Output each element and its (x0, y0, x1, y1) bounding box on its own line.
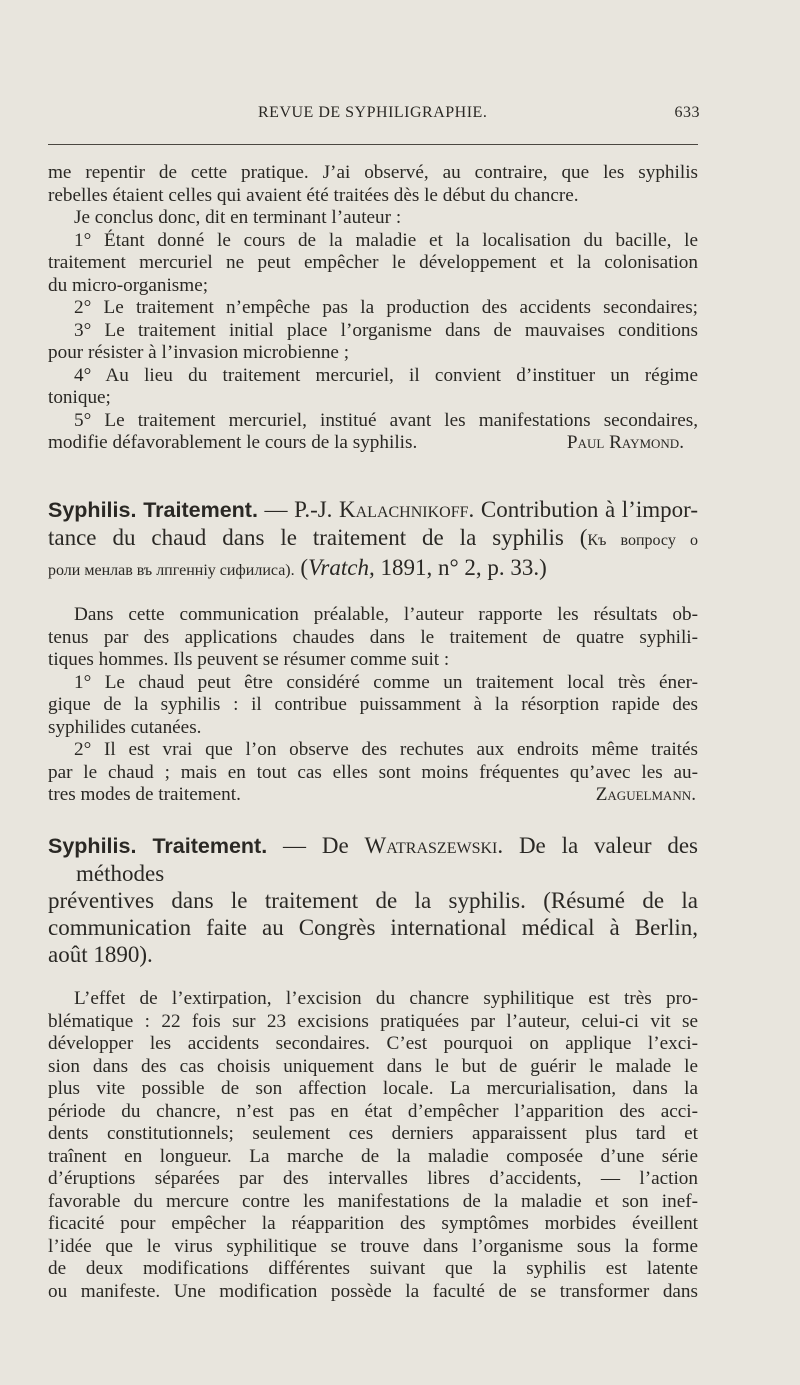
text-line: Dans cette communication préalable, l’auteur rapporte les résultats ob- (74, 604, 698, 625)
heading-lead: Syphilis. Traitement. (48, 834, 268, 858)
article-watraszewski (48, 832, 698, 1303)
article-heading (48, 496, 698, 584)
heading-journal: Vratch, (308, 555, 375, 580)
header-rule (48, 144, 698, 145)
text-line: de deux modifications différentes suivant que la syphilis est latente (48, 1258, 698, 1279)
author-signature: Paul Raymond. (566, 432, 684, 453)
heading-title: communication faite au Congrès international médical à Berlin, (48, 915, 698, 940)
signature-row (48, 432, 698, 455)
text-line: 2° Il est vrai que l’on observe des rechutes aux endroits même traités (74, 739, 698, 760)
text-line: plus vite possible de son affection locale. La mercurialisation, dans la (48, 1078, 698, 1099)
text-line: 3° Le traitement initial place l’organisme dans de mauvaises conditions (74, 319, 698, 341)
heading-title: préventives dans le traitement de la syphilis. (Résumé de la (48, 888, 698, 913)
heading-title: Contribution à l’impor- (474, 497, 698, 522)
text-line: par le chaud ; mais en tout cas elles sont moins fréquentes qu’avec les au- (48, 761, 698, 783)
text-line: ou manifeste. Une modification possède la faculté de se transformer dans (48, 1280, 698, 1302)
running-title: REVUE DE SYPHILIGRAPHIE. (258, 104, 488, 121)
text-line: traînent en longueur. La marche de la maladie composée d’une série (48, 1145, 698, 1167)
text-line: gique de la syphilis : il contribue puissamment à la résorption rapide des (48, 694, 698, 715)
heading-author: Kalachnikoff. (339, 497, 475, 522)
article-raymond-continuation (48, 162, 698, 455)
text-line: développer les accidents secondaires. C’est pourquoi on applique l’exci- (48, 1033, 698, 1054)
text-line: tenus par des applications chaudes dans le traitement de quatre syphili- (48, 626, 698, 648)
heading-citation: 1891, n° 2, p. 33.) (374, 555, 547, 580)
text-line: sion dans des cas choisis uniquement dans le but de guérir le malade le (48, 1055, 698, 1077)
text-line: tiques hommes. Ils peuvent se résumer comme suit : (48, 649, 450, 670)
text-line: syphilides cutanées. (48, 716, 202, 738)
text-line: 5° Le traitement mercuriel, institué avant les manifestations secondaires, (74, 409, 698, 431)
article-body (48, 604, 698, 807)
text-line: 1° Étant donné le cours de la maladie et la localisation du bacille, le (74, 229, 698, 251)
text-line: blématique : 22 fois sur 23 excisions pratiquées par l’auteur, celui-ci vit se (48, 1010, 698, 1032)
heading-author: Watraszewski. (364, 833, 504, 858)
running-header (50, 104, 700, 122)
page-number: 633 (674, 104, 700, 121)
article-body (48, 988, 698, 1303)
text-line: tonique; (48, 387, 111, 408)
article-kalachnikoff (48, 496, 698, 807)
text-line: du micro-organisme; (48, 274, 209, 296)
text-line: 1° Le chaud peut être considéré comme un traitement local très éner- (74, 671, 698, 693)
text-line: me repentir de cette pratique. J’ai observé, au contraire, que les syphilis (48, 162, 698, 183)
heading-dash: — P.-J. (257, 497, 340, 522)
heading-russian-title: Къ вопросу о (587, 532, 699, 549)
text-line: tres modes de traitement. (48, 784, 241, 805)
text-line: l’idée que le virus syphilitique se trouve dans l’organisme sous la forme (48, 1235, 698, 1257)
heading-title: De la valeur des méthodes (76, 833, 699, 886)
text-line: traitement mercuriel ne peut empêcher le développement et la colonisation (48, 252, 698, 273)
text-line: rebelles étaient celles qui avaient été traitées dès le début du chancre. (48, 184, 579, 206)
heading-citation-open: ( (294, 555, 309, 580)
text-line: d’éruptions séparées par des intervalles libres d’accidents, — l’action (48, 1168, 698, 1189)
heading-russian-title: роли менлав въ лпгенніу сифилиса). (48, 562, 295, 579)
text-line: période du chancre, n’est pas en état d’empêcher l’apparition des acci- (48, 1100, 698, 1122)
text-line: 2° Le traitement n’empêche pas la production des accidents secondaires; (74, 297, 698, 318)
text-line: 4° Au lieu du traitement mercuriel, il convient d’instituer un régime (74, 364, 698, 386)
text-line: dents constitutionnels; seulement ces derniers apparaissent plus tard et (48, 1123, 698, 1144)
text-line: favorable du mercure contre les manifestations de la maladie et son inef- (48, 1190, 698, 1212)
heading-title: août 1890). (48, 942, 153, 967)
text-line: ficacité pour empêcher la réapparition des symptômes morbides éveillent (48, 1213, 698, 1234)
author-signature: Zaguelmann. (595, 784, 696, 805)
heading-title: tance du chaud dans le traitement de la syphilis ( (48, 525, 588, 550)
text-line: modifie défavorablement le cours de la syphilis. (48, 432, 418, 453)
signature-row (48, 784, 698, 807)
heading-dash: — De (267, 833, 365, 858)
text-line: Je conclus donc, dit en terminant l’auteur : (74, 207, 402, 228)
text-line: L’effet de l’extirpation, l’excision du chancre syphilitique est très pro- (74, 988, 698, 1009)
heading-lead: Syphilis. Traitement. (48, 498, 258, 522)
text-line: pour résister à l’invasion microbienne ; (48, 342, 350, 363)
article-heading (48, 832, 698, 968)
